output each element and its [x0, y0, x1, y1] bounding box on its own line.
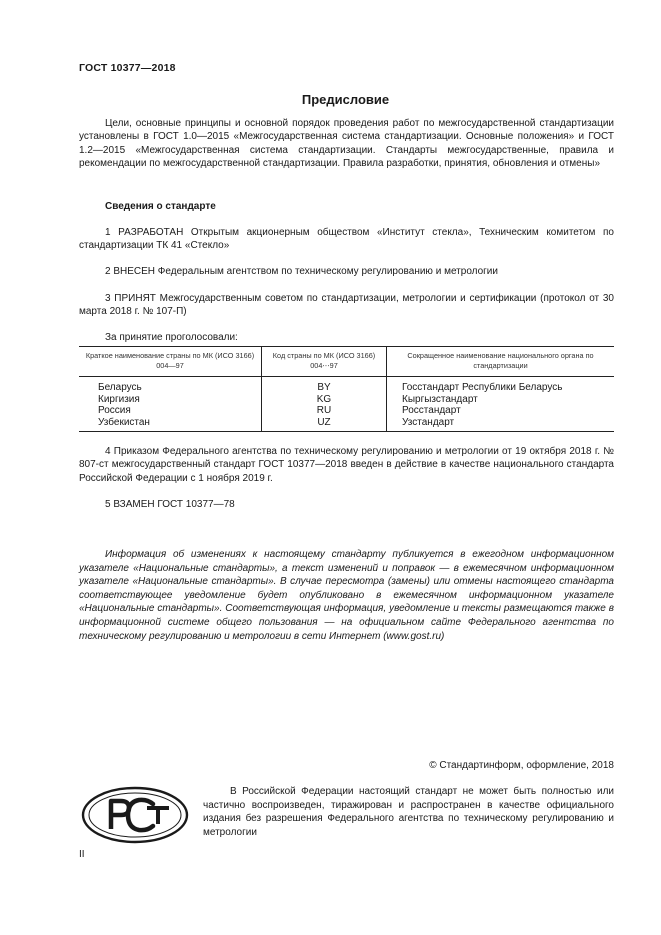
document-code-header: ГОСТ 10377—2018: [79, 62, 176, 74]
item-4-order: 4 Приказом Федерального агентства по техническому регулированию и метрологии от 19 октября 2018 г. № 807-ст межгосударственный стандарт ГОСТ 10377—2018 введен в действие в качестве национального стандарта Российской Федерации с 1 ноября 2019 г.: [79, 446, 614, 484]
section-title: Предисловие: [301, 92, 390, 107]
item-5-replaces: 5 ВЗАМЕН ГОСТ 10377—78: [105, 499, 235, 510]
changes-info-paragraph: Информация об изменениях к настоящему стандарту публикуется в ежегодном информационном указателе «Национальные стандарты», а текст изменений и поправок — в ежемесячном информационном указателе «Национальные стандарты». В случае пересмотра (замены) или отмены настоящего стандарта соответствующее уведомление будет опубликовано в ежемесячном информационном указателе «Национальные стандарты». Соответствующая информация, уведомление и тексты размещаются также в информационной системе общего пользования — на официальном сайте Федерального агентства по техническому регулированию и метрологии в сети Интернет (www.gost.ru): [79, 549, 614, 642]
cell-body: Росстандарт: [387, 405, 615, 417]
item-3-adopted: 3 ПРИНЯТ Межгосударственным советом по стандартизации, метрологии и сертификации (протокол от 30 марта 2018 г. № 107-П): [79, 293, 614, 318]
header-country: Краткое наименование страны по МК (ИСО 3166) 004—97: [79, 347, 262, 377]
cell-code: BY: [262, 377, 387, 394]
cell-country: Россия: [98, 405, 131, 416]
copyright-line: © Стандартинформ, оформление, 2018: [429, 760, 614, 771]
cell-code: KG: [262, 394, 387, 406]
cell-country: Узбекистан: [79, 417, 262, 432]
table-row: [79, 405, 614, 417]
cell-code: UZ: [262, 417, 387, 432]
table-row: [79, 394, 614, 406]
table-row: [79, 417, 614, 432]
cell-country: Беларусь: [98, 382, 142, 393]
table-header-row: [79, 347, 614, 377]
cell-body: Госстандарт Республики Беларусь: [387, 377, 615, 394]
page-number: II: [79, 849, 85, 860]
cell-country: Киргизия: [98, 393, 140, 405]
item-1-developed: 1 РАЗРАБОТАН Открытым акционерным обществом «Институт стекла», Техническим комитетом по стандартизации ТК 41 «Стекло»: [79, 227, 614, 252]
cell-body: Узстандарт: [387, 417, 615, 432]
item-2-introduced: 2 ВНЕСЕН Федеральным агентством по техническому регулированию и метрологии: [105, 266, 498, 277]
voting-table: [79, 346, 614, 432]
header-code: Код страны по МК (ИСО 3166) 004⋯97: [262, 347, 387, 377]
legal-notice: В Российской Федерации настоящий стандарт не может быть полностью или частично воспроизведен, тиражирован и распространен в качестве официального издания без разрешения Федерального агентства по техническому регулированию и метрологии: [203, 786, 614, 838]
cell-code: RU: [262, 405, 387, 417]
intro-paragraph: Цели, основные принципы и основной порядок проведения работ по межгосударственной стандартизации установлены в ГОСТ 1.0—2015 «Межгосударственная система стандартизации. Основные положения» и ГОСТ 1.2—2015 «Межгосударственная система стандартизации. Стандарты межгосударственные, правила и рекомендации по межгосударственной стандартизации. Правила разработки, принятия, обновления и отмены»: [79, 118, 614, 170]
voted-label: За принятие проголосовали:: [105, 332, 238, 343]
standard-info-subtitle: Сведения о стандарте: [105, 201, 216, 212]
cell-body: Кыргызстандарт: [387, 394, 615, 406]
rst-logo-icon: [81, 786, 189, 844]
table-row: [79, 377, 614, 394]
header-body: Сокращенное наименование национального органа по стандартизации: [387, 347, 615, 377]
